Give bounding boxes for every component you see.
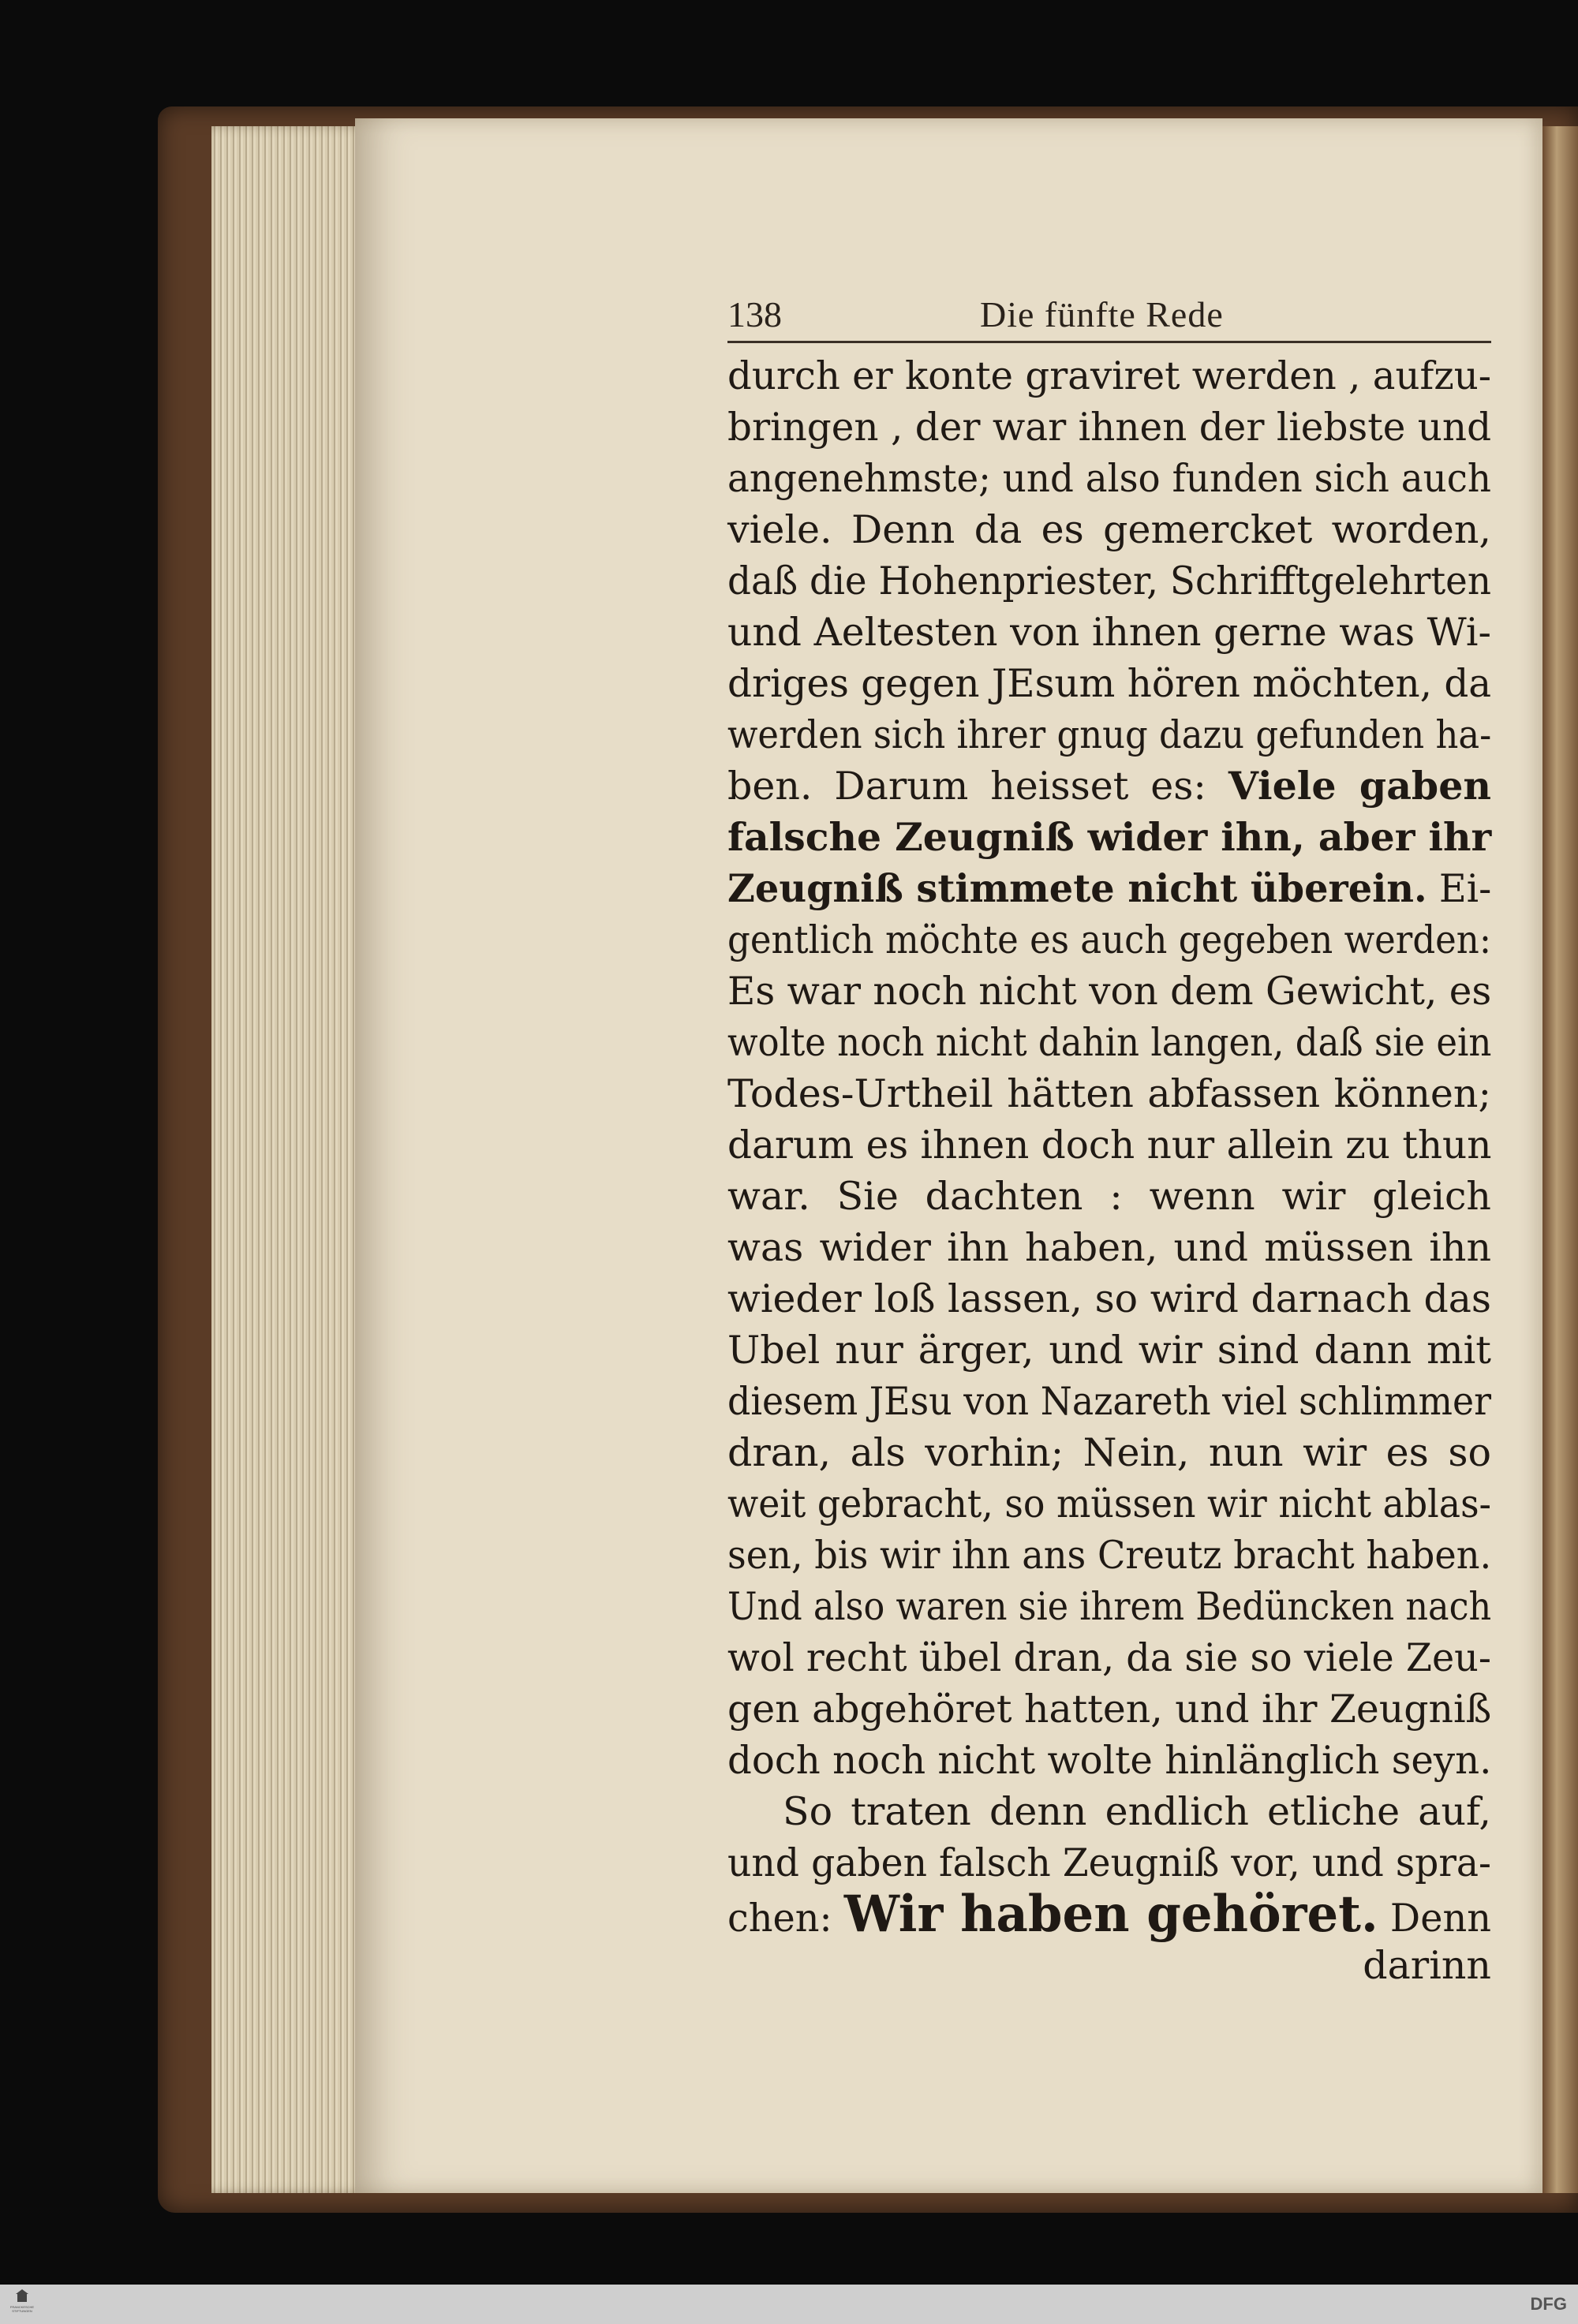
line-text: wieder loß lassen, so wird darnach das xyxy=(727,1276,1491,1321)
line-text: viele. Denn da es gemercket worden, xyxy=(727,507,1491,552)
line-text: und gaben falsch Zeugniß vor, und spra- xyxy=(727,1840,1491,1885)
line-text: Ubel nur ärger, und wir sind dann mit xyxy=(727,1328,1491,1373)
library-label: FRANCKESCHE STIFTUNGEN xyxy=(9,2305,35,2313)
line-text: So traten denn endlich etliche auf, xyxy=(783,1789,1491,1834)
running-title: Die fünfte Rede xyxy=(980,294,1224,334)
text-line xyxy=(727,1222,1491,1273)
text-line xyxy=(727,1171,1491,1222)
line-text: weit gebracht, so müssen wir nicht ablas- xyxy=(727,1481,1492,1526)
line-big: Wir haben gehöret. xyxy=(843,1885,1378,1944)
line-text: gen abgehöret hatten, und ihr Zeugniß xyxy=(727,1687,1492,1732)
line-text: werden sich ihrer gnug dazu gefunden ha- xyxy=(727,712,1492,757)
line-post: Denn xyxy=(1378,1896,1491,1941)
text-line xyxy=(727,402,1491,453)
text-line xyxy=(727,1735,1491,1786)
text-line xyxy=(727,1119,1491,1171)
text-line xyxy=(727,1837,1491,1889)
line-pre: ben. Darum heisset es: xyxy=(727,764,1228,809)
text-line xyxy=(727,863,1491,914)
dfg-logo: DFG xyxy=(1530,2294,1567,2314)
catchword: darinn xyxy=(1363,1943,1491,1988)
line-text: Es war noch nicht von dem Gewicht, es xyxy=(727,969,1492,1014)
text-line xyxy=(727,504,1491,555)
building-icon xyxy=(16,2289,28,2303)
line-text: Todes-Urtheil hätten abfassen können; xyxy=(727,1071,1491,1116)
line-text: angenehmste; und also funden sich auch xyxy=(727,456,1491,501)
line-text: was wider ihn haben, und müssen ihn xyxy=(727,1225,1491,1270)
text-line xyxy=(727,1376,1491,1427)
line-text: dran, als vorhin; Nein, nun wir es so xyxy=(727,1430,1491,1475)
text-line xyxy=(727,1885,1491,1944)
library-logo xyxy=(6,2289,38,2319)
line-text: wol recht übel dran, da sie so viele Zeu- xyxy=(727,1635,1491,1680)
line-text: und Aeltesten von ihnen gerne was Wi- xyxy=(727,610,1491,655)
text-line xyxy=(727,914,1491,966)
text-line xyxy=(727,1427,1491,1478)
body-text xyxy=(727,350,1491,1991)
text-line xyxy=(727,1325,1491,1376)
text-line xyxy=(727,1683,1491,1735)
text-line xyxy=(727,1786,1491,1837)
viewer-footer xyxy=(0,2285,1578,2324)
line-text: darum es ihnen doch nur allein zu thun xyxy=(727,1123,1492,1168)
text-line xyxy=(727,555,1491,607)
line-text: daß die Hohenpriester, Schrifftgelehrten xyxy=(727,559,1491,603)
line-text: gentlich möchte es auch gegeben werden: xyxy=(727,917,1491,962)
line-text: war. Sie dachten : wenn wir gleich xyxy=(727,1174,1491,1219)
line-text: bringen , der war ihnen der liebste und xyxy=(727,405,1492,450)
line-bold: Viele gaben xyxy=(1228,763,1491,809)
page-edges xyxy=(211,126,369,2193)
text-line xyxy=(727,1273,1491,1325)
right-page-edge xyxy=(1542,126,1578,2193)
page-number: 138 xyxy=(727,294,782,334)
line-text: doch noch nicht wolte hinlänglich seyn. xyxy=(727,1738,1492,1783)
line-text: sen, bis wir ihn ans Creutz bracht haben. xyxy=(727,1533,1492,1578)
text-line xyxy=(727,1017,1491,1068)
line-text: Und also waren sie ihrem Bedüncken nach xyxy=(727,1584,1492,1629)
line-text: wolte noch nicht dahin langen, daß sie ein xyxy=(727,1020,1492,1065)
text-line xyxy=(727,607,1491,658)
text-line xyxy=(727,812,1491,863)
line-pre: chen: xyxy=(727,1896,844,1941)
line-text: durch er konte graviret werden , aufzu- xyxy=(727,353,1491,398)
line-bold: falsche Zeugniß wider ihn, aber ihr xyxy=(727,814,1492,860)
text-line xyxy=(727,350,1491,402)
page-header xyxy=(727,293,1491,343)
text-line xyxy=(727,1068,1491,1119)
text-line xyxy=(727,760,1491,812)
text-line xyxy=(727,453,1491,504)
text-line xyxy=(727,1530,1491,1581)
line-text: driges gegen JEsum hören möchten, da xyxy=(727,661,1492,706)
line-text: diesem JEsu von Nazareth viel schlimmer xyxy=(727,1379,1492,1424)
text-line xyxy=(727,1478,1491,1530)
text-line xyxy=(727,658,1491,709)
line-bold: Zeugniß stimmete nicht überein. xyxy=(727,865,1427,911)
line-post: Ei- xyxy=(1427,866,1492,911)
text-line xyxy=(727,1632,1491,1683)
text-line xyxy=(727,1581,1491,1632)
text-line xyxy=(727,966,1491,1017)
text-line xyxy=(727,709,1491,760)
